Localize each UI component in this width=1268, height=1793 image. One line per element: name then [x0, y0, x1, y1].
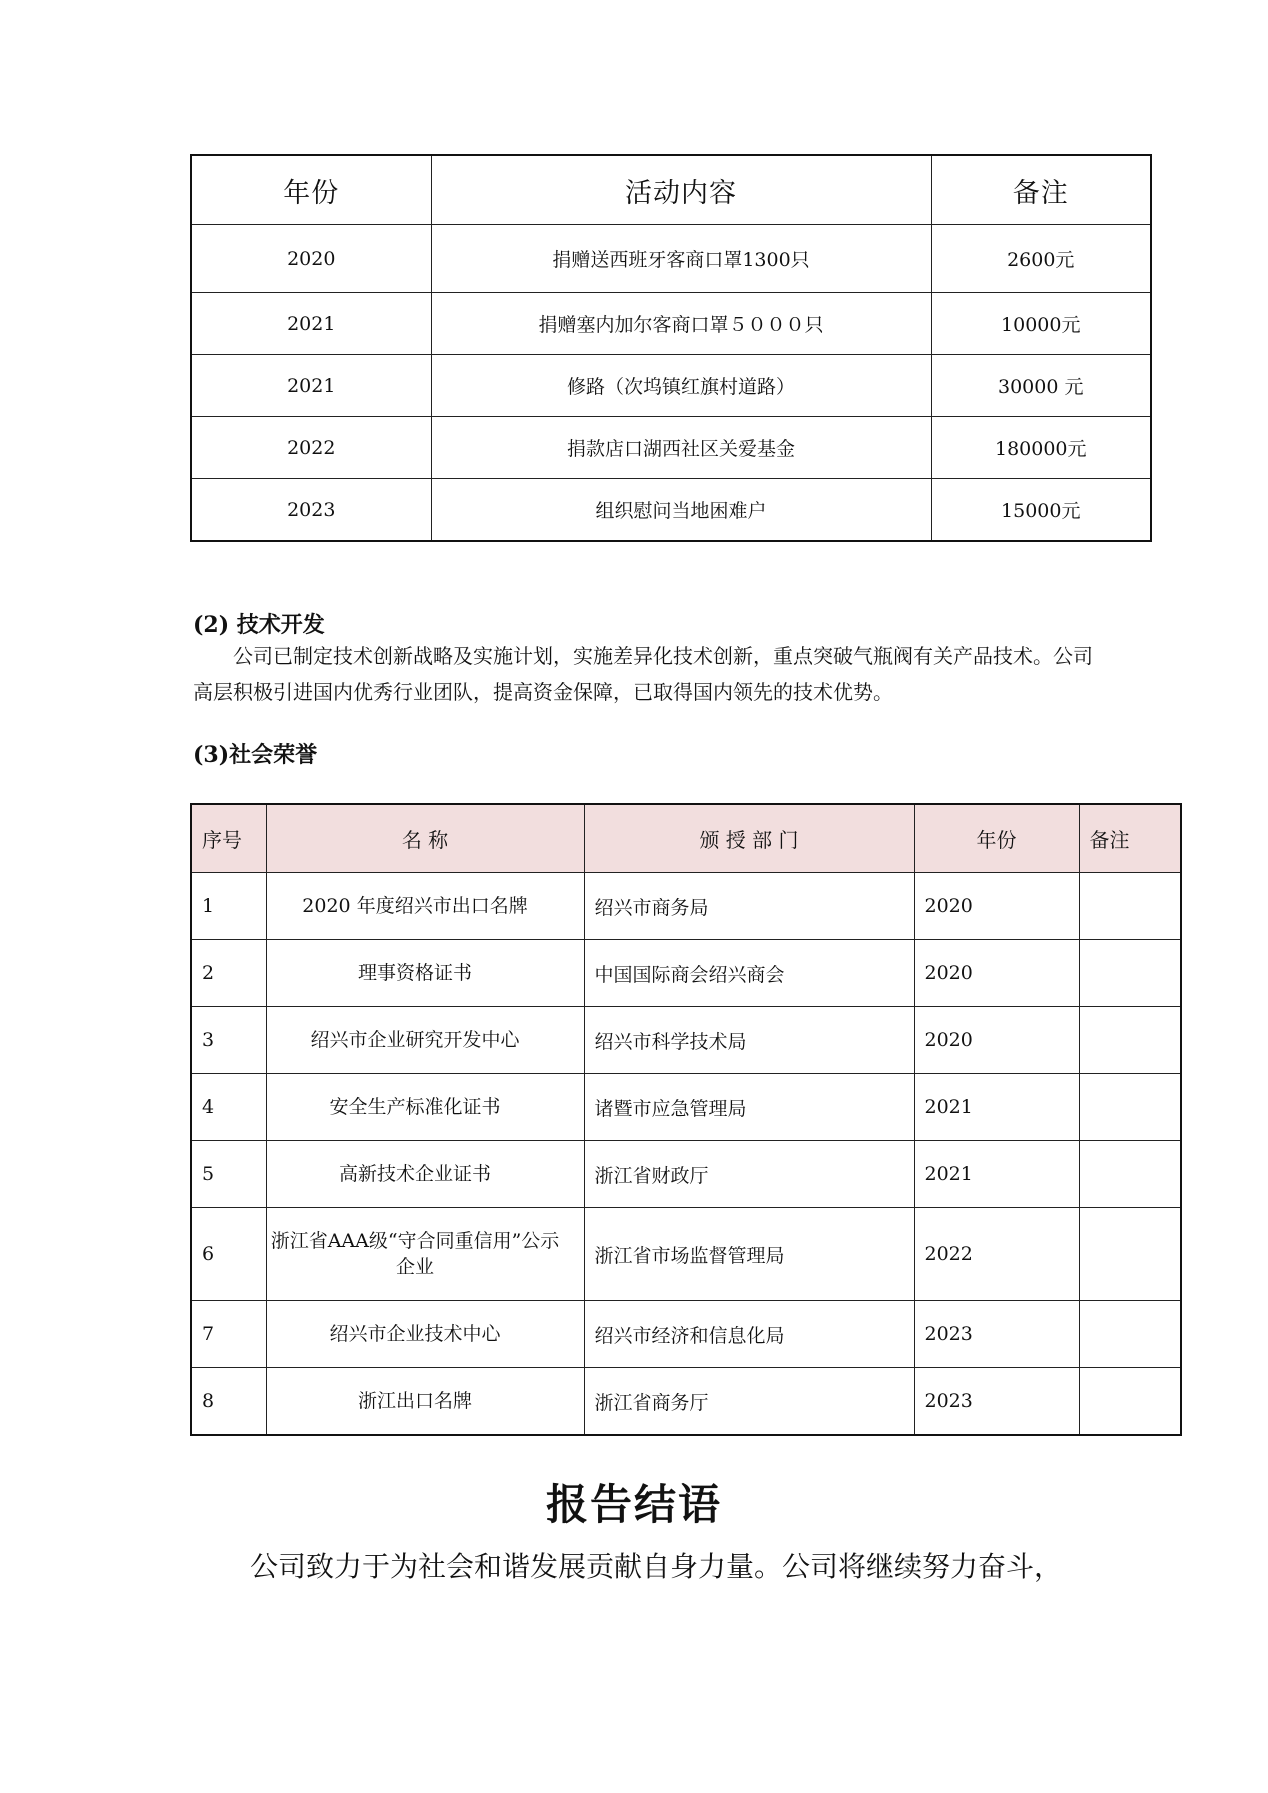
conclusion-text: 公司致力于为社会和谐发展贡献自身力量。公司将继续努力奋斗， [250, 1550, 1063, 1583]
cell-dept: 绍兴市商务局 [584, 873, 914, 940]
cell-note: 10000元 [931, 293, 1151, 355]
activity-table [190, 154, 1152, 542]
cell-name: 2020 年度绍兴市出口名牌 [266, 873, 584, 940]
table-row [191, 1368, 1181, 1436]
cell-note [1079, 1368, 1181, 1436]
cell-note: 15000元 [931, 479, 1151, 542]
cell-year: 2023 [914, 1368, 1079, 1436]
table-row [191, 1074, 1181, 1141]
cell-note: 2600元 [931, 225, 1151, 293]
table-header-row [191, 155, 1151, 225]
table-row [191, 479, 1151, 542]
table-header-row [191, 804, 1181, 873]
cell-name: 浙江出口名牌 [266, 1368, 584, 1436]
cell-no: 7 [191, 1301, 266, 1368]
cell-year: 2023 [191, 479, 431, 542]
cell-name: 安全生产标准化证书 [266, 1074, 584, 1141]
cell-note [1079, 1208, 1181, 1301]
cell-year: 2021 [914, 1141, 1079, 1208]
header-year: 年份 [914, 804, 1079, 873]
table-row [191, 355, 1151, 417]
cell-name: 理事资格证书 [266, 940, 584, 1007]
cell-no: 4 [191, 1074, 266, 1141]
cell-year: 2022 [914, 1208, 1079, 1301]
table-row [191, 1141, 1181, 1208]
cell-dept: 绍兴市经济和信息化局 [584, 1301, 914, 1368]
honors-section-title: (3)社会荣誉 [193, 742, 318, 768]
cell-dept: 浙江省财政厅 [584, 1141, 914, 1208]
header-year: 年份 [191, 155, 431, 225]
cell-no: 6 [191, 1208, 266, 1301]
table-row [191, 1007, 1181, 1074]
cell-content: 修路（次坞镇红旗村道路） [431, 355, 931, 417]
cell-note: 180000元 [931, 417, 1151, 479]
cell-no: 8 [191, 1368, 266, 1436]
cell-name: 高新技术企业证书 [266, 1141, 584, 1208]
cell-content: 捐赠塞内加尔客商口罩５０００只 [431, 293, 931, 355]
cell-name: 绍兴市企业研究开发中心 [266, 1007, 584, 1074]
cell-dept: 绍兴市科学技术局 [584, 1007, 914, 1074]
cell-note [1079, 1141, 1181, 1208]
header-note: 备注 [931, 155, 1151, 225]
cell-no: 3 [191, 1007, 266, 1074]
table-row [191, 225, 1151, 293]
cell-dept: 浙江省市场监督管理局 [584, 1208, 914, 1301]
cell-year: 2021 [914, 1074, 1079, 1141]
conclusion-title: 报告结语 [545, 1480, 722, 1529]
cell-dept: 诸暨市应急管理局 [584, 1074, 914, 1141]
table-row [191, 1301, 1181, 1368]
header-content: 活动内容 [431, 155, 931, 225]
cell-dept: 浙江省商务厅 [584, 1368, 914, 1436]
cell-name: 绍兴市企业技术中心 [266, 1301, 584, 1368]
cell-content: 捐赠送西班牙客商口罩1300只 [431, 225, 931, 293]
header-dept: 颁 授 部 门 [584, 804, 914, 873]
cell-note [1079, 940, 1181, 1007]
cell-year: 2021 [191, 355, 431, 417]
table-row [191, 293, 1151, 355]
cell-name: 浙江省AAA级“守合同重信用”公示企业 [266, 1208, 584, 1301]
cell-note: 30000 元 [931, 355, 1151, 417]
header-no: 序号 [191, 804, 266, 873]
cell-no: 1 [191, 873, 266, 940]
cell-year: 2023 [914, 1301, 1079, 1368]
cell-note [1079, 1074, 1181, 1141]
cell-year: 2021 [191, 293, 431, 355]
cell-no: 2 [191, 940, 266, 1007]
cell-year: 2022 [191, 417, 431, 479]
cell-content: 捐款店口湖西社区关爱基金 [431, 417, 931, 479]
cell-note [1079, 1301, 1181, 1368]
table-row [191, 1208, 1181, 1301]
cell-note [1079, 1007, 1181, 1074]
table-row [191, 873, 1181, 940]
cell-year: 2020 [914, 940, 1079, 1007]
header-note: 备注 [1079, 804, 1181, 873]
tech-section-title: (2) 技术开发 [193, 612, 325, 638]
cell-year: 2020 [191, 225, 431, 293]
cell-year: 2020 [914, 1007, 1079, 1074]
tech-paragraph: 公司已制定技术创新战略及实施计划，实施差异化技术创新，重点突破气瓶阀有关产品技术。公司高层积极引进国内优秀行业团队，提高资金保障，已取得国内领先的技术优势。 [193, 644, 1093, 704]
header-name: 名 称 [266, 804, 584, 873]
cell-dept: 中国国际商会绍兴商会 [584, 940, 914, 1007]
table-row [191, 940, 1181, 1007]
cell-content: 组织慰问当地困难户 [431, 479, 931, 542]
table-row [191, 417, 1151, 479]
cell-year: 2020 [914, 873, 1079, 940]
honors-table [190, 803, 1182, 1436]
cell-note [1079, 873, 1181, 940]
cell-no: 5 [191, 1141, 266, 1208]
